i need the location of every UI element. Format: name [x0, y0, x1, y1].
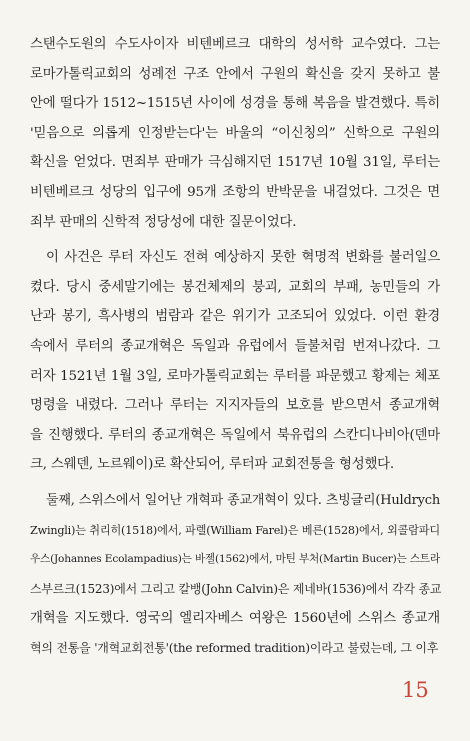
text-line: 스부르크(1523)에서 그리고 칼뱅(John Calvin)은 제네바(1536)에서 각각 종교 [30, 581, 442, 596]
paragraph-3 [30, 486, 440, 664]
text-line: 혁의 전통을 '개혁교회전통'(the reformed tradition)이라고 불렀는데, 그 이후 [30, 640, 439, 655]
page-number: 15 [402, 678, 429, 702]
paragraph-1 [30, 30, 440, 237]
text-line: 확신을 얻었다. 면죄부 판매가 극심해지던 1517년 10월 31일, 루터는 [30, 155, 440, 171]
text-line: 로마가톨릭교회의 성례전 구조 안에서 구원의 확신을 갖지 못하고 불 [30, 66, 440, 82]
text-line: 안에 떨다가 1512~1515년 사이에 성경을 통해 복음을 발견했다. 특히 [30, 96, 440, 112]
text-line: 러자 1521년 1월 3일, 로마가톨릭교회는 루터를 파문했고 황제는 체포 [30, 368, 440, 384]
text-line: Zwingli)는 취리히(1518)에서, 파렐(William Farel)은 베른(1528)에서, 외콜람파디 [30, 523, 440, 537]
text-line: 개혁을 지도했다. 영국의 엘리자베스 여왕은 1560년에 스위스 종교개 [30, 611, 440, 627]
body-text [30, 30, 440, 663]
text-line: 둘째, 스위스에서 일어난 개혁파 종교개혁이 있다. 츠빙글리(Huldrych [46, 492, 440, 508]
text-line: 스탠수도원의 수도사이자 비텐베르크 대학의 성서학 교수였다. 그는 [30, 37, 440, 52]
text-line: 속에서 루터의 종교개혁은 독일과 유럽에서 들불처럼 번져나갔다. 그 [30, 338, 440, 354]
text-line: '믿음으로 의롭게 인정받는다'는 바울의 “이신칭의” 신학으로 구원의 [30, 125, 440, 141]
text-line: 비텐베르크 성당의 입구에 95개 조항의 반박문을 내걸었다. 그것은 면 [30, 184, 440, 200]
text-line: 을 진행했다. 루터의 종교개혁은 독일에서 북유럽의 스칸디나비아(덴마 [30, 427, 440, 443]
text-line: 켰다. 당시 중세말기에는 봉건체제의 붕괴, 교회의 부패, 농민들의 가 [30, 279, 440, 295]
text-line: 명령을 내렸다. 그러나 루터는 지지자들의 보호를 받으면서 종교개혁 [30, 398, 440, 414]
text-line: 죄부 판매의 신학적 정당성에 대한 질문이었다. [30, 214, 297, 230]
text-line: 난과 봉기, 흑사병의 범람과 같은 위기가 고조되어 있었다. 이런 환경 [30, 309, 440, 325]
text-line: 이 사건은 루터 자신도 전혀 예상하지 못한 혁명적 변화를 불러일으 [46, 250, 440, 266]
text-line: 우스(Johannes Ecolampadius)는 바젤(1562)에서, 마틴 부처(Martin Bucer)는 스트라 [30, 553, 440, 566]
text-line: 크, 스웨덴, 노르웨이)로 확산되어, 루터파 교회전통을 형성했다. [30, 457, 394, 473]
paragraph-2 [30, 243, 440, 480]
